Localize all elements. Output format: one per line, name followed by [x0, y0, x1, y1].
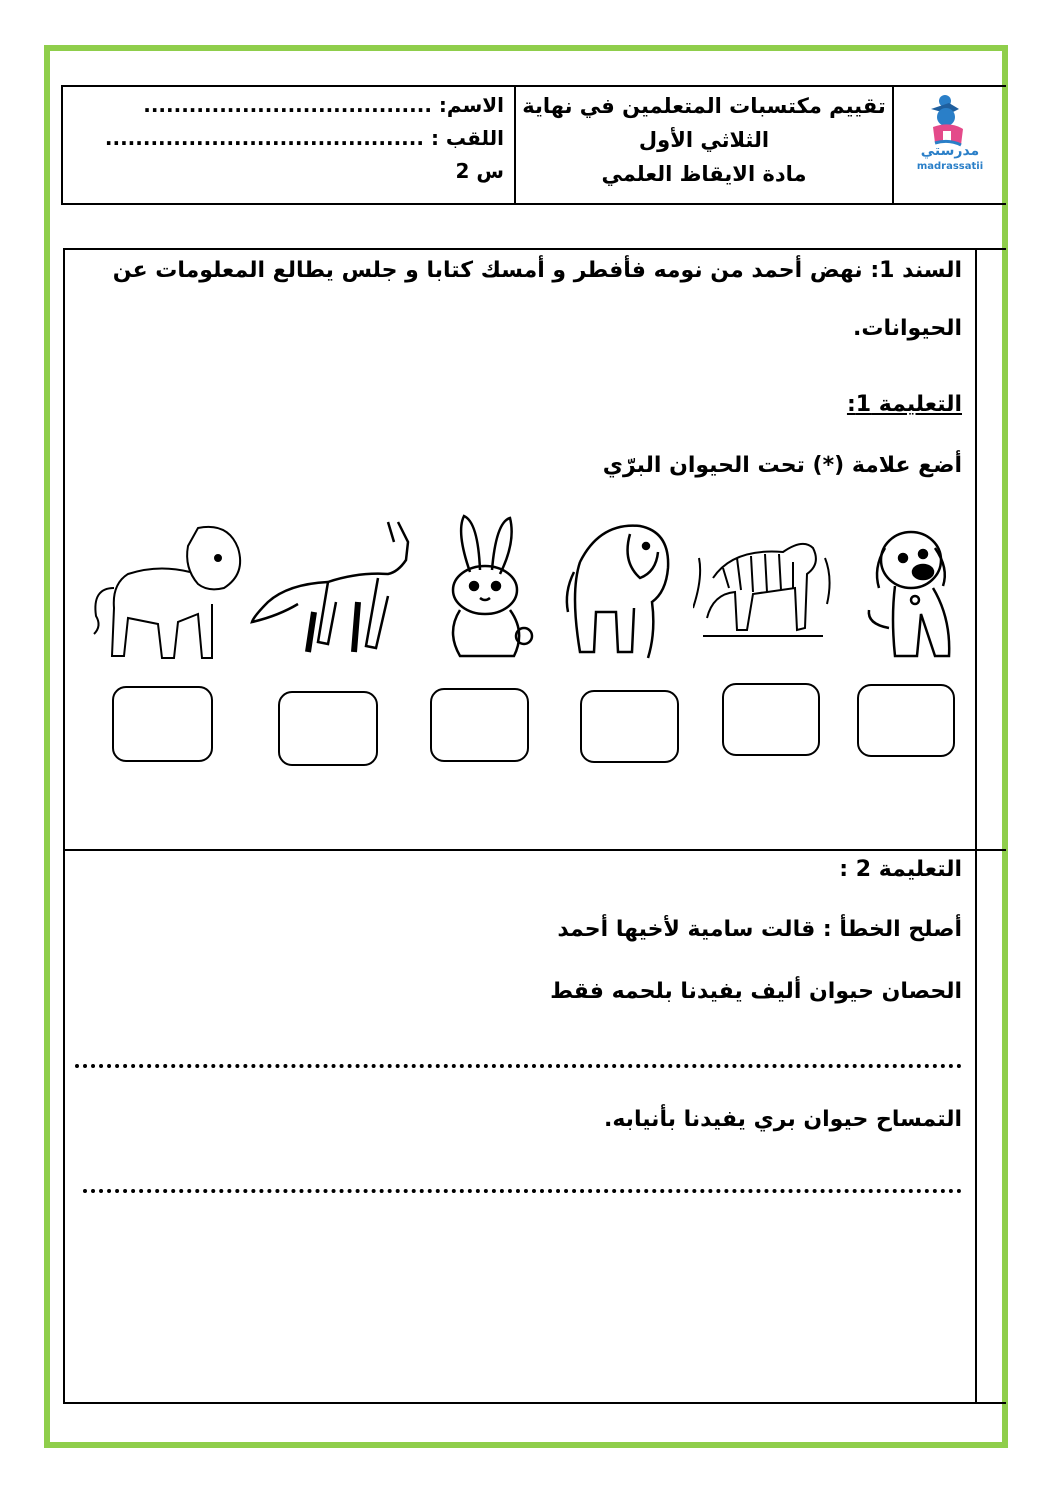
logo-arabic: مدرستي: [920, 143, 980, 159]
madrassatii-logo: [895, 87, 1005, 203]
lion-icon: [88, 518, 248, 666]
answer-box-elephant[interactable]: [580, 690, 679, 763]
title-line-1: تقييم مكتسبات المتعلمين في نهاية: [522, 94, 886, 118]
margin-line: [975, 250, 977, 849]
elephant-icon: [560, 512, 680, 667]
correction-prompt: أصلح الخطأ : قالت سامية لأخيها أحمد: [557, 917, 962, 942]
margin-line: [975, 851, 977, 1402]
assessment-title: [516, 87, 892, 203]
answer-line-2[interactable]: [83, 1189, 962, 1193]
title-line-2: الثلاثي الأول: [638, 128, 770, 152]
header-table: [61, 85, 1006, 205]
answer-box-tiger[interactable]: [722, 683, 820, 756]
title-line-3: مادة الايقاظ العلمي: [601, 162, 807, 186]
instruction-1-text: أضع علامة (*) تحت الحيوان البرّي: [602, 453, 962, 478]
name-field[interactable]: الاسم: ......................................: [143, 93, 504, 117]
student-info: [63, 87, 514, 203]
logo-latin: madrassatii: [916, 161, 984, 172]
answer-box-dog[interactable]: [857, 684, 955, 757]
fox-icon: [248, 512, 423, 667]
section-1: [63, 248, 1006, 851]
rabbit-icon: [430, 512, 540, 662]
dog-icon: [845, 518, 965, 666]
surname-field[interactable]: اللقب : ..........................................: [104, 126, 504, 150]
sentence-horse: الحصان حيوان أليف يفيدنا بلحمه فقط: [550, 979, 962, 1004]
sanad-text: نهض أحمد من نومه فأفطر و أمسك كتابا و جلس يطالع المعلومات عن: [112, 258, 871, 283]
sentence-crocodile: التمساح حيوان بري يفيدنا بأنيابه.: [603, 1107, 962, 1132]
section-2: [63, 849, 1006, 1404]
instruction-2-title: التعليمة 2 :: [839, 857, 962, 882]
sanad-text-2: الحيوانات.: [853, 316, 962, 341]
answer-line-1[interactable]: [75, 1064, 962, 1068]
sanad-label: السند 1:: [870, 258, 962, 283]
sanad-line: [113, 258, 962, 283]
header-divider: [892, 87, 894, 203]
class-label: س 2: [455, 159, 504, 183]
instruction-1-title: التعليمة 1:: [846, 392, 962, 417]
answer-box-lion[interactable]: [112, 686, 213, 762]
tiger-icon: [693, 518, 833, 646]
answer-box-rabbit[interactable]: [430, 688, 529, 762]
answer-box-fox[interactable]: [278, 691, 378, 766]
